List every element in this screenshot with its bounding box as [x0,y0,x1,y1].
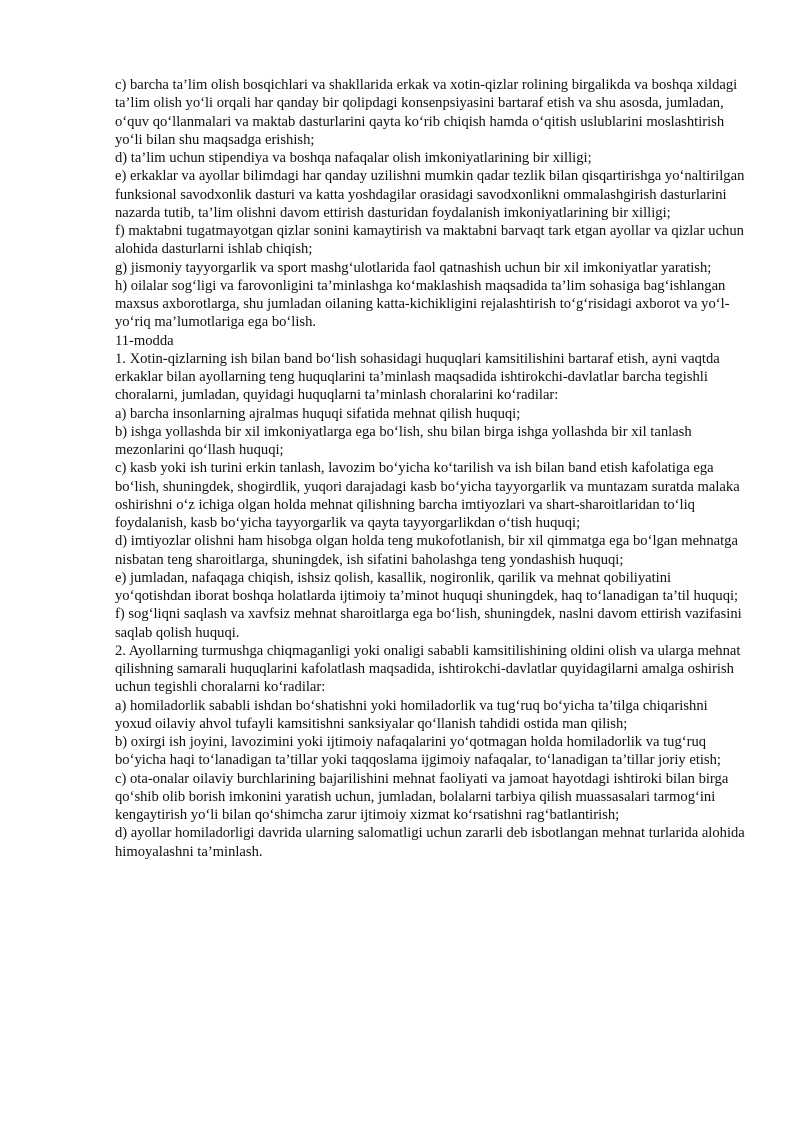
paragraph-h-family-health: h) oilalar sog‘ligi va farovonligini ta’minlashga ko‘maklashish maqsadida ta’lim sohasiga bag‘ishlangan maxsus axborotlarga, shu jumladan oilaning katta-kichikligini rejalashtirish to‘g‘risidagi axborot va yo‘l-yo‘riq ma’lumotlariga ega bo‘lish. [115,277,730,331]
paragraph-f-safe-work: f) sog‘liqni saqlash va xavfsiz mehnat sharoitlarga ega bo‘lish, shuningdek, naslni davom ettirish vazifasini saqlab qolish huquqi. [115,606,742,641]
paragraph-1-employment-rights: 1. Xotin-qizlarning ish bilan band bo‘lish sohasidagi huquqlari kamsitilishini bartaraf etish, ayni vaqtda erkaklar bilan ayollarning teng huquqlarini ta’minlash maqsadida ishtirokchi-davlatlar barcha tegishli choralarni, jumladan, quyidagi huquqlarni ta’minlash choralarini ko‘radilar: [115,350,720,404]
paragraph-e-social-security: e) jumladan, nafaqaga chiqish, ishsiz qolish, kasallik, nogironlik, qarilik va mehnat qobiliyatini yo‘qotishdan iborat boshqa holatlarda ijtimoiy ta’minot huquqi shuningdek, haq to‘lanadigan ta’til huquqi; [115,569,739,604]
paragraph-d-equal-pay: d) imtiyozlar olishni ham hisobga olgan holda teng mukofotlanish, bir xil qimmatga ega bo‘lgan mehnatga nisbatan teng sharoitlarga, shuningdek, ish sifatini baholashga teng yondashish huquqi; [115,533,738,568]
paragraph-g-sports: g) jismoniy tayyorgarlik va sport mashg‘ulotlarida faol qatnashish uchun bir xil imkoniyatlar yaratish; [115,259,712,276]
paragraph-a-right-to-work: a) barcha insonlarning ajralmas huquqi sifatida mehnat qilish huquqi; [115,405,521,422]
paragraph-c-childcare: c) ota-onalar oilaviy burchlarining bajarilishini mehnat faoliyati va jamoat hayotdagi ishtiroki bilan birga qo‘shib olib borish imkonini yaratish uchun, jumladan, bolalarni tarbiya qilish muassasalari tarmog‘ini kengaytirish yo‘li bilan qo‘shimcha zarur ijtimoiy xizmat ko‘rsatishni rag‘batlantirish; [115,770,729,823]
paragraph-2-maternity: 2. Ayollarning turmushga chiqmaganligi yoki onaligi sababli kamsitilishining oldini olish va ularga mehnat qilishning samarali huquqlarini kafolatlash maqsadida, ishtirokchi-davlatlar quyidagilarni amalga oshirish uchun tegishli choralarni ko‘radilar: [115,642,741,696]
paragraph-f-dropout-programs: f) maktabni tugatmayotgan qizlar sonini kamaytirish va maktabni barvaqt tark etgan ayollar va qizlar uchun alohida dasturlarni ishlab chiqish; [115,223,744,258]
article-heading: 11-modda [115,332,174,349]
paragraph-c-education-stereotypes: c) barcha ta’lim olish bosqichlari va shakllarida erkak va xotin-qizlar rolining birgalikda va boshqa xildagi ta’lim olish yo‘li orqali har qanday bir qolipdagi konsenpsiyasini bartaraf etish va shu asosda, jumladan, o‘quv qo‘llanmalari va maktab dasturlarini qayta ko‘rib chiqish hamda o‘qitish uslublarini moslashtirish yo‘li bilan shu maqsadga erishish; [115,77,738,148]
paragraph-e-literacy-programs: e) erkaklar va ayollar bilimdagi har qanday uzilishni mumkin qadar tezlik bilan qisqartirishga yo‘naltirilgan funksional savodxonlik dasturi va katta yoshdagilar orasidagi savodxonlikni ommalashgirish dasturlarini nazarda tutib, ta’lim olishni davom ettirish dasturidan foydalanish imkoniyatlarining bir xilligi; [115,168,745,221]
paragraph-a-dismissal-ban: a) homiladorlik sababli ishdan bo‘shatishni yoki homiladorlik va tug‘ruq bo‘yicha ta’tilga chiqarishni yoxud oilaviy ahvol tufayli kamsitishni sanksiyalar qo‘llanish tahdidi ostida man qilish; [115,697,708,732]
paragraph-b-hiring: b) ishga yollashda bir xil imkoniyatlarga ega bo‘lish, shu bilan birga ishga yollashda bir xil tanlash mezonlarini qo‘llash huquqi; [115,423,692,458]
paragraph-d-scholarships: d) ta’lim uchun stipendiya va boshqa nafaqalar olish imkoniyatlarining bir xilligi; [115,150,592,166]
paragraph-c-profession: c) kasb yoki ish turini erkin tanlash, lavozim bo‘yicha ko‘tarilish va ish bilan band etish kafolatiga ega bo‘lish, shuningdek, shogirdlik, yuqori darajadagi kasb bo‘yicha tayyorgarlik va muntazam suratda malaka oshirishni o‘z ichiga olgan holda mehnat qilishning barcha imtiyozlari va shart-sharoitlaridan to‘liq foydalanish, kasb bo‘yicha tayyorgarlik va qayta tayyorgarlikdan o‘tish huquqi; [115,460,740,531]
document-page [115,76,745,861]
paragraph-b-maternity-leave: b) oxirgi ish joyini, lavozimini yoki ijtimoiy nafaqalarini yo‘qotmagan holda homiladorlik va tug‘ruq bo‘yicha haqi to‘lanadigan ta’tillar yoki taqqoslama ijgimoiy nafaqalar, to‘lanadigan ta’tillar joriy etish; [115,734,721,769]
paragraph-d-pregnancy-protection: d) ayollar homiladorligi davrida ularning salomatligi uchun zararli deb isbotlangan mehnat turlarida alohida himoyalashni ta’minlash. [115,825,745,860]
